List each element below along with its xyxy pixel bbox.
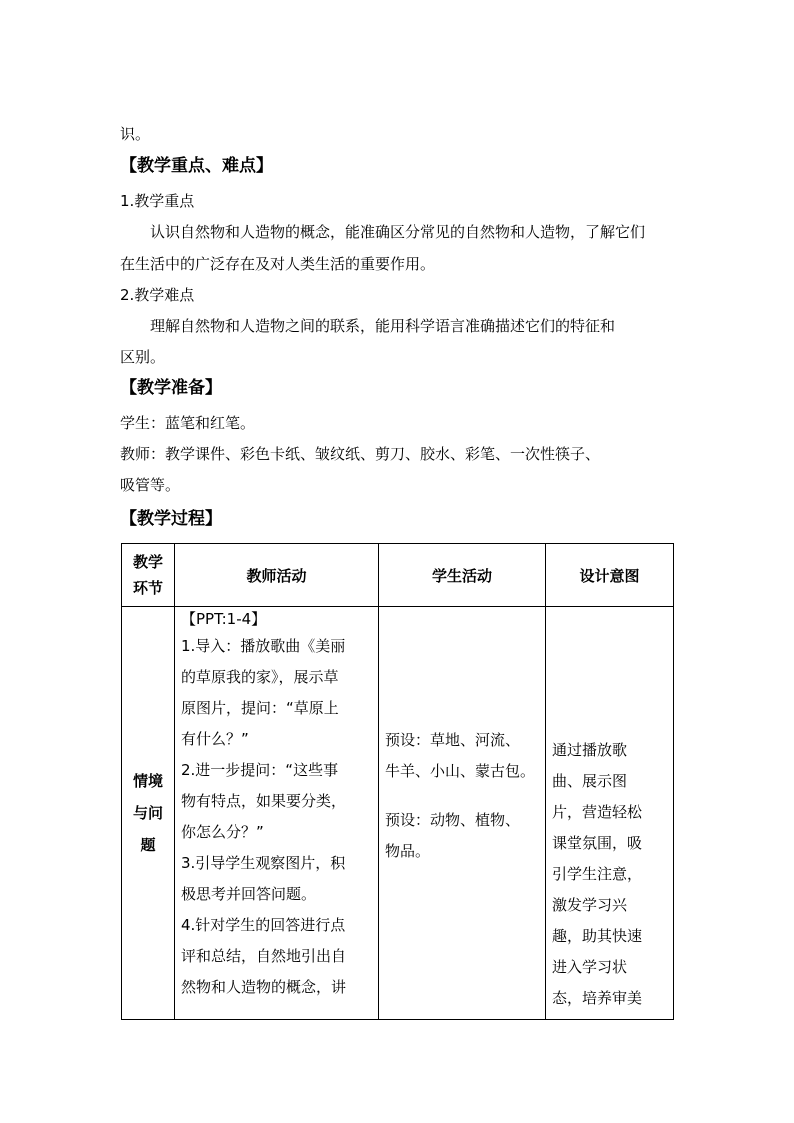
focus-line-1: 认识自然物和人造物的概念，能准确区分常见的自然物和人造物，了解它们: [150, 223, 646, 241]
preparation-student: 学生：蓝笔和红笔。: [120, 414, 256, 432]
teaching-process-table: [121, 543, 674, 1020]
process-heading: 【教学过程】: [120, 509, 222, 529]
header-student-activity: 学生活动: [379, 544, 546, 607]
header-design-intent: 设计意图: [546, 544, 674, 607]
preparation-heading: 【教学准备】: [120, 378, 222, 398]
header-stage-line-1: 教学: [132, 553, 163, 571]
stage-line-3: 题: [140, 836, 156, 854]
teacher-line-4: 原图片，提问：“草原上: [181, 699, 339, 717]
teacher-line-2: 1.导入：播放歌曲《美丽: [181, 637, 346, 655]
teacher-line-11: 4.针对学生的回答进行点: [181, 916, 346, 934]
difficulty-line-1: 理解自然物和人造物之间的联系，能用科学语言准确描述它们的特征和: [150, 317, 616, 335]
intro-tail-text: 识。: [120, 125, 151, 143]
design-line-3: 片，营造轻松: [552, 803, 643, 821]
preparation-teacher-line-1: 教师：教学课件、彩色卡纸、皱纹纸、剪刀、胶水、彩笔、一次性筷子、: [120, 445, 601, 463]
preparation-teacher-line-2: 吸管等。: [120, 476, 181, 494]
teacher-line-12: 评和总结，自然地引出自: [181, 947, 347, 965]
teacher-line-6: 2.进一步提问：“这些事: [181, 761, 339, 779]
student-line-4: 物品。: [385, 842, 431, 860]
teacher-line-1: 【PPT:1-4】: [181, 610, 267, 628]
difficulty-title: 2.教学难点: [120, 286, 195, 304]
teacher-line-9: 3.引导学生观察图片，积: [181, 854, 346, 872]
design-line-7: 趣，助其快速: [552, 927, 643, 945]
teacher-line-7: 物有特点，如果要分类，: [181, 792, 347, 810]
student-line-1: 预设：草地、河流、: [385, 731, 521, 749]
header-stage-line-2: 环节: [132, 579, 163, 597]
design-line-5: 引学生注意，: [552, 865, 643, 883]
stage-cell: [122, 607, 175, 1020]
teacher-line-8: 你怎么分？”: [181, 823, 264, 841]
teacher-activity-cell: [175, 607, 379, 1020]
stage-line-2: 与问: [132, 804, 163, 822]
stage-line-1: 情境: [132, 772, 163, 790]
focus-title: 1.教学重点: [120, 192, 195, 210]
design-line-4: 课堂氛围，吸: [552, 834, 643, 852]
student-line-3: 预设：动物、植物、: [385, 811, 521, 829]
design-line-9: 态，培养审美: [552, 989, 643, 1007]
table-header-row: [122, 544, 674, 607]
student-spacer: [385, 607, 539, 725]
design-line-2: 曲、展示图: [552, 772, 628, 790]
focus-line-2: 在生活中的广泛存在及对人类生活的重要作用。: [120, 255, 436, 273]
difficulty-line-2: 区别。: [120, 348, 166, 366]
design-line-8: 进入学习状: [552, 958, 628, 976]
student-gap: [385, 787, 539, 805]
header-stage: [122, 544, 175, 607]
design-line-1: 通过播放歌: [552, 741, 628, 759]
design-intent-cell: [546, 607, 674, 1020]
table-row: [122, 607, 674, 1020]
design-spacer: [552, 607, 667, 735]
header-teacher-activity: 教师活动: [175, 544, 379, 607]
student-line-2: 牛羊、小山、蒙古包。: [385, 762, 536, 780]
design-line-6: 激发学习兴: [552, 896, 628, 914]
teacher-line-5: 有什么？”: [181, 730, 249, 748]
student-activity-cell: [379, 607, 546, 1020]
key-points-heading: 【教学重点、难点】: [120, 156, 273, 176]
teacher-line-3: 的草原我的家》，展示草: [181, 668, 339, 686]
teacher-line-10: 极思考并回答问题。: [181, 885, 317, 903]
teacher-line-13: 然物和人造物的概念，讲: [181, 978, 347, 996]
